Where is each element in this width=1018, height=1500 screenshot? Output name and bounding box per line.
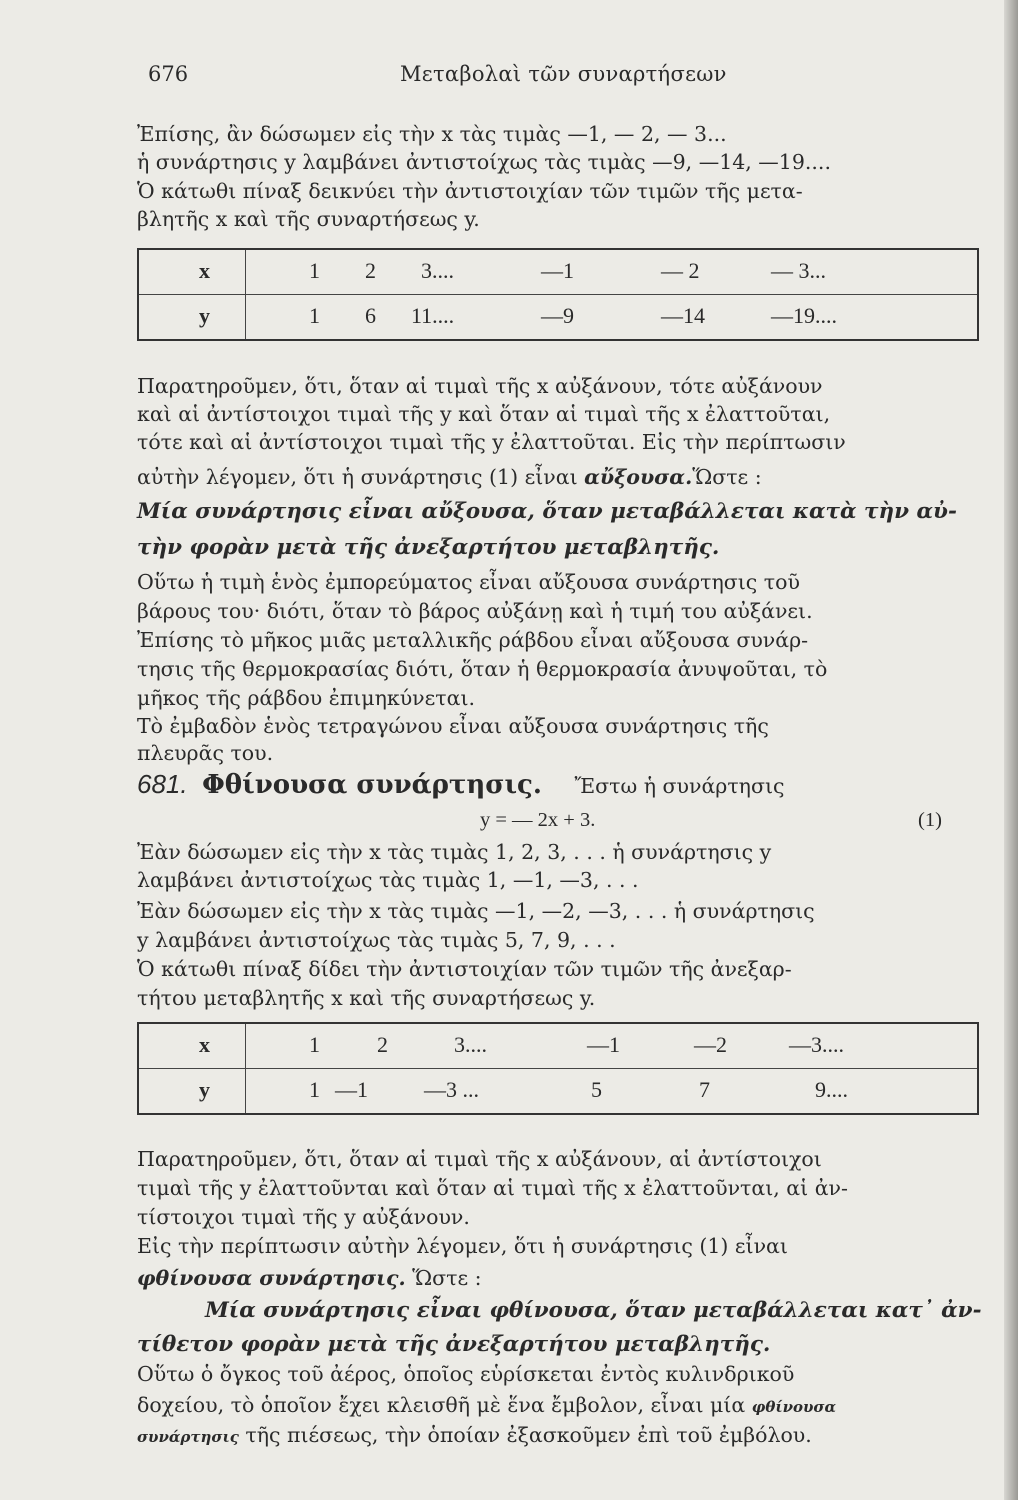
text-line: τήτου μεταβλητῆς x καὶ τῆς συναρτήσεως y. <box>137 986 596 1010</box>
y-label: y <box>199 303 210 328</box>
text-line: καὶ αἱ ἀντίστοιχοι τιμαὶ τῆς y καὶ ὅταν αἱ τιμαὶ τῆς x ἐλαττοῦται, <box>137 402 831 426</box>
page-number: 676 <box>148 62 189 86</box>
table-cell: 3.... <box>454 1032 487 1057</box>
text-line: τιμαὶ τῆς y ἐλαττοῦνται καὶ ὅταν αἱ τιμαὶ τῆς x ἐλαττοῦνται, αἱ ἀν- <box>137 1176 848 1200</box>
section-intro: Ἔστω ἡ συνάρτησις <box>574 774 785 798</box>
text-span: τῆς πιέσεως, τὴν ὁποίαν ἐξασκοῦμεν ἐπὶ τοῦ ἐμβόλου. <box>238 1423 812 1447</box>
equation-ref: (1) <box>918 809 942 831</box>
table-cell: —2 <box>694 1032 727 1057</box>
running-title: Μεταβολαὶ τῶν συναρτήσεων <box>400 62 727 86</box>
emphasis-term: συνάρτησις <box>137 1428 239 1446</box>
table-cell: 1 <box>309 1077 320 1102</box>
table-cell: 7 <box>699 1077 710 1102</box>
emphasis-term: φθίνουσα συνάρτησις. <box>137 1266 406 1290</box>
table-cell: —3 ... <box>424 1077 479 1102</box>
text-line: πλευρᾶς του. <box>137 741 274 765</box>
text-line: Παρατηροῦμεν, ὅτι, ὅταν αἱ τιμαὶ τῆς x αὐξάνουν, τότε αὐξάνουν <box>137 374 823 398</box>
page-header <box>148 62 968 92</box>
text-line: βλητῆς x καὶ τῆς συναρτήσεως y. <box>137 207 480 231</box>
text-line <box>137 1423 983 1449</box>
definition-line: Μία συνάρτησις εἶναι φθίνουσα, ὅταν μεταβάλλεται κατ᾽ ἀν- <box>205 1298 982 1323</box>
table-cell: 3.... <box>421 258 454 283</box>
y-label: y <box>199 1077 210 1102</box>
text-span: δοχείου, τὸ ὁποῖον ἔχει κλεισθῆ μὲ ἕνα ἔμβολον, εἶναι μία <box>137 1393 746 1417</box>
values-table-increasing <box>137 248 979 341</box>
table-row-x <box>139 1024 977 1068</box>
text-line: Ἐπίσης τὸ μῆκος μιᾶς μεταλλικῆς ράβδου εἶναι αὔξουσα συνάρ- <box>137 628 809 652</box>
table-cell: —1 <box>335 1077 368 1102</box>
text-line <box>137 1266 983 1290</box>
table-cell: —1 <box>587 1032 620 1057</box>
values-table-decreasing <box>137 1022 979 1115</box>
table-cell: 6 <box>365 303 376 328</box>
text-span: Ὥστε : <box>412 1266 482 1290</box>
text-line: Τὸ ἐμβαδὸν ἑνὸς τετραγώνου εἶναι αὔξουσα συνάρτησις τῆς <box>137 714 769 738</box>
text-line: λαμβάνει ἀντιστοίχως τὰς τιμὰς 1, —1, —3, . . . <box>137 868 639 892</box>
table-cell: 2 <box>365 258 376 283</box>
text-line: y λαμβάνει ἀντιστοίχως τὰς τιμὰς 5, 7, 9, . . . <box>137 928 616 952</box>
table-row-x <box>139 250 977 294</box>
text-line <box>137 465 983 489</box>
emphasis-term: φθίνουσα <box>751 1398 837 1416</box>
table-cell: 1 <box>309 303 320 328</box>
table-cell: 9.... <box>815 1077 848 1102</box>
table-cell: — 3... <box>771 258 826 283</box>
definition-line: Μία συνάρτησις εἶναι αὔξουσα, ὅταν μεταβάλλεται κατὰ τὴν αὐ- <box>137 499 957 524</box>
text-line: μῆκος τῆς ράβδου ἐπιμηκύνεται. <box>137 686 475 710</box>
text-line: Ὁ κάτωθι πίναξ δίδει τὴν ἀντιστοιχίαν τῶν τιμῶν τῆς ἀνεξαρ- <box>137 957 792 981</box>
text-line: ἡ συνάρτησις y λαμβάνει ἀντιστοίχως τὰς τιμὰς —9, —14, —19.... <box>137 150 831 174</box>
text-line: Ὁ κάτωθι πίναξ δεικνύει τὴν ἀντιστοιχίαν τῶν τιμῶν τῆς μετα- <box>137 179 803 203</box>
x-label: x <box>199 1032 210 1057</box>
table-cell: 1 <box>309 258 320 283</box>
equation: y = — 2x + 3. <box>480 809 596 831</box>
section-heading <box>137 769 983 800</box>
text-span: Ὥστε : <box>692 465 762 489</box>
table-cell: —3.... <box>789 1032 844 1057</box>
text-line: Οὕτω ὁ ὄγκος τοῦ ἀέρος, ὁποῖος εὑρίσκεται ἐντὸς κυλινδρικοῦ <box>137 1362 795 1386</box>
table-cell: —9 <box>541 303 574 328</box>
text-line: τότε καὶ αἱ ἀντίστοιχοι τιμαὶ τῆς y ἐλαττοῦται. Εἰς τὴν περίπτωσιν <box>137 430 846 454</box>
x-label: x <box>199 258 210 283</box>
section-number: 681. <box>137 769 188 799</box>
table-cell: 5 <box>591 1077 602 1102</box>
table-cell: 11.... <box>411 303 455 328</box>
text-line: Ἐπίσης, ἂν δώσωμεν εἰς τὴν x τὰς τιμὰς —1, — 2, — 3... <box>137 122 727 146</box>
text-span: αὐτὴν λέγομεν, ὅτι ἡ συνάρτησις (1) εἶναι <box>137 465 585 489</box>
section-title: Φθίνουσα συνάρτησις. <box>202 770 542 800</box>
table-row-y <box>139 294 977 339</box>
table-cell: —1 <box>541 258 574 283</box>
text-line: Οὕτω ἡ τιμὴ ἑνὸς ἐμπορεύματος εἶναι αὔξουσα συνάρτησις τοῦ <box>137 570 800 594</box>
text-line: Εἰς τὴν περίπτωσιν αὐτὴν λέγομεν, ὅτι ἡ συνάρτησις (1) εἶναι <box>137 1234 788 1258</box>
table-cell: —14 <box>661 303 705 328</box>
table-row-y <box>139 1068 977 1113</box>
table-cell: — 2 <box>661 258 700 283</box>
text-line: βάρους του· διότι, ὅταν τὸ βάρος αὐξάνῃ καὶ ἡ τιμή του αὐξάνει. <box>137 599 813 623</box>
text-line: Παρατηροῦμεν, ὅτι, ὅταν αἱ τιμαὶ τῆς x αὐξάνουν, αἱ ἀντίστοιχοι <box>137 1147 822 1171</box>
text-line: τησις τῆς θερμοκρασίας διότι, ὅταν ἡ θερμοκρασία ἀνυψοῦται, τὸ <box>137 657 828 681</box>
emphasis-term: αὔξουσα. <box>584 465 693 489</box>
definition-line: τίθετον φορὰν μετὰ τῆς ἀνεξαρτήτου μεταβλητῆς. <box>137 1332 771 1357</box>
text-line: Ἐὰν δώσωμεν εἰς τὴν x τὰς τιμὰς 1, 2, 3, . . . ἡ συνάρτησις y <box>137 840 772 864</box>
text-line <box>137 1393 983 1419</box>
definition-line: τὴν φορὰν μετὰ τῆς ἀνεξαρτήτου μεταβλητῆς. <box>137 535 720 560</box>
table-cell: 2 <box>377 1032 388 1057</box>
table-cell: 1 <box>309 1032 320 1057</box>
text-line: τίστοιχοι τιμαὶ τῆς y αὐξάνουν. <box>137 1205 470 1229</box>
table-cell: —19.... <box>771 303 837 328</box>
page-edge-shadow <box>1004 0 1018 1500</box>
text-line: Ἐὰν δώσωμεν εἰς τὴν x τὰς τιμὰς —1, —2, —3, . . . ἡ συνάρτησις <box>137 899 815 923</box>
